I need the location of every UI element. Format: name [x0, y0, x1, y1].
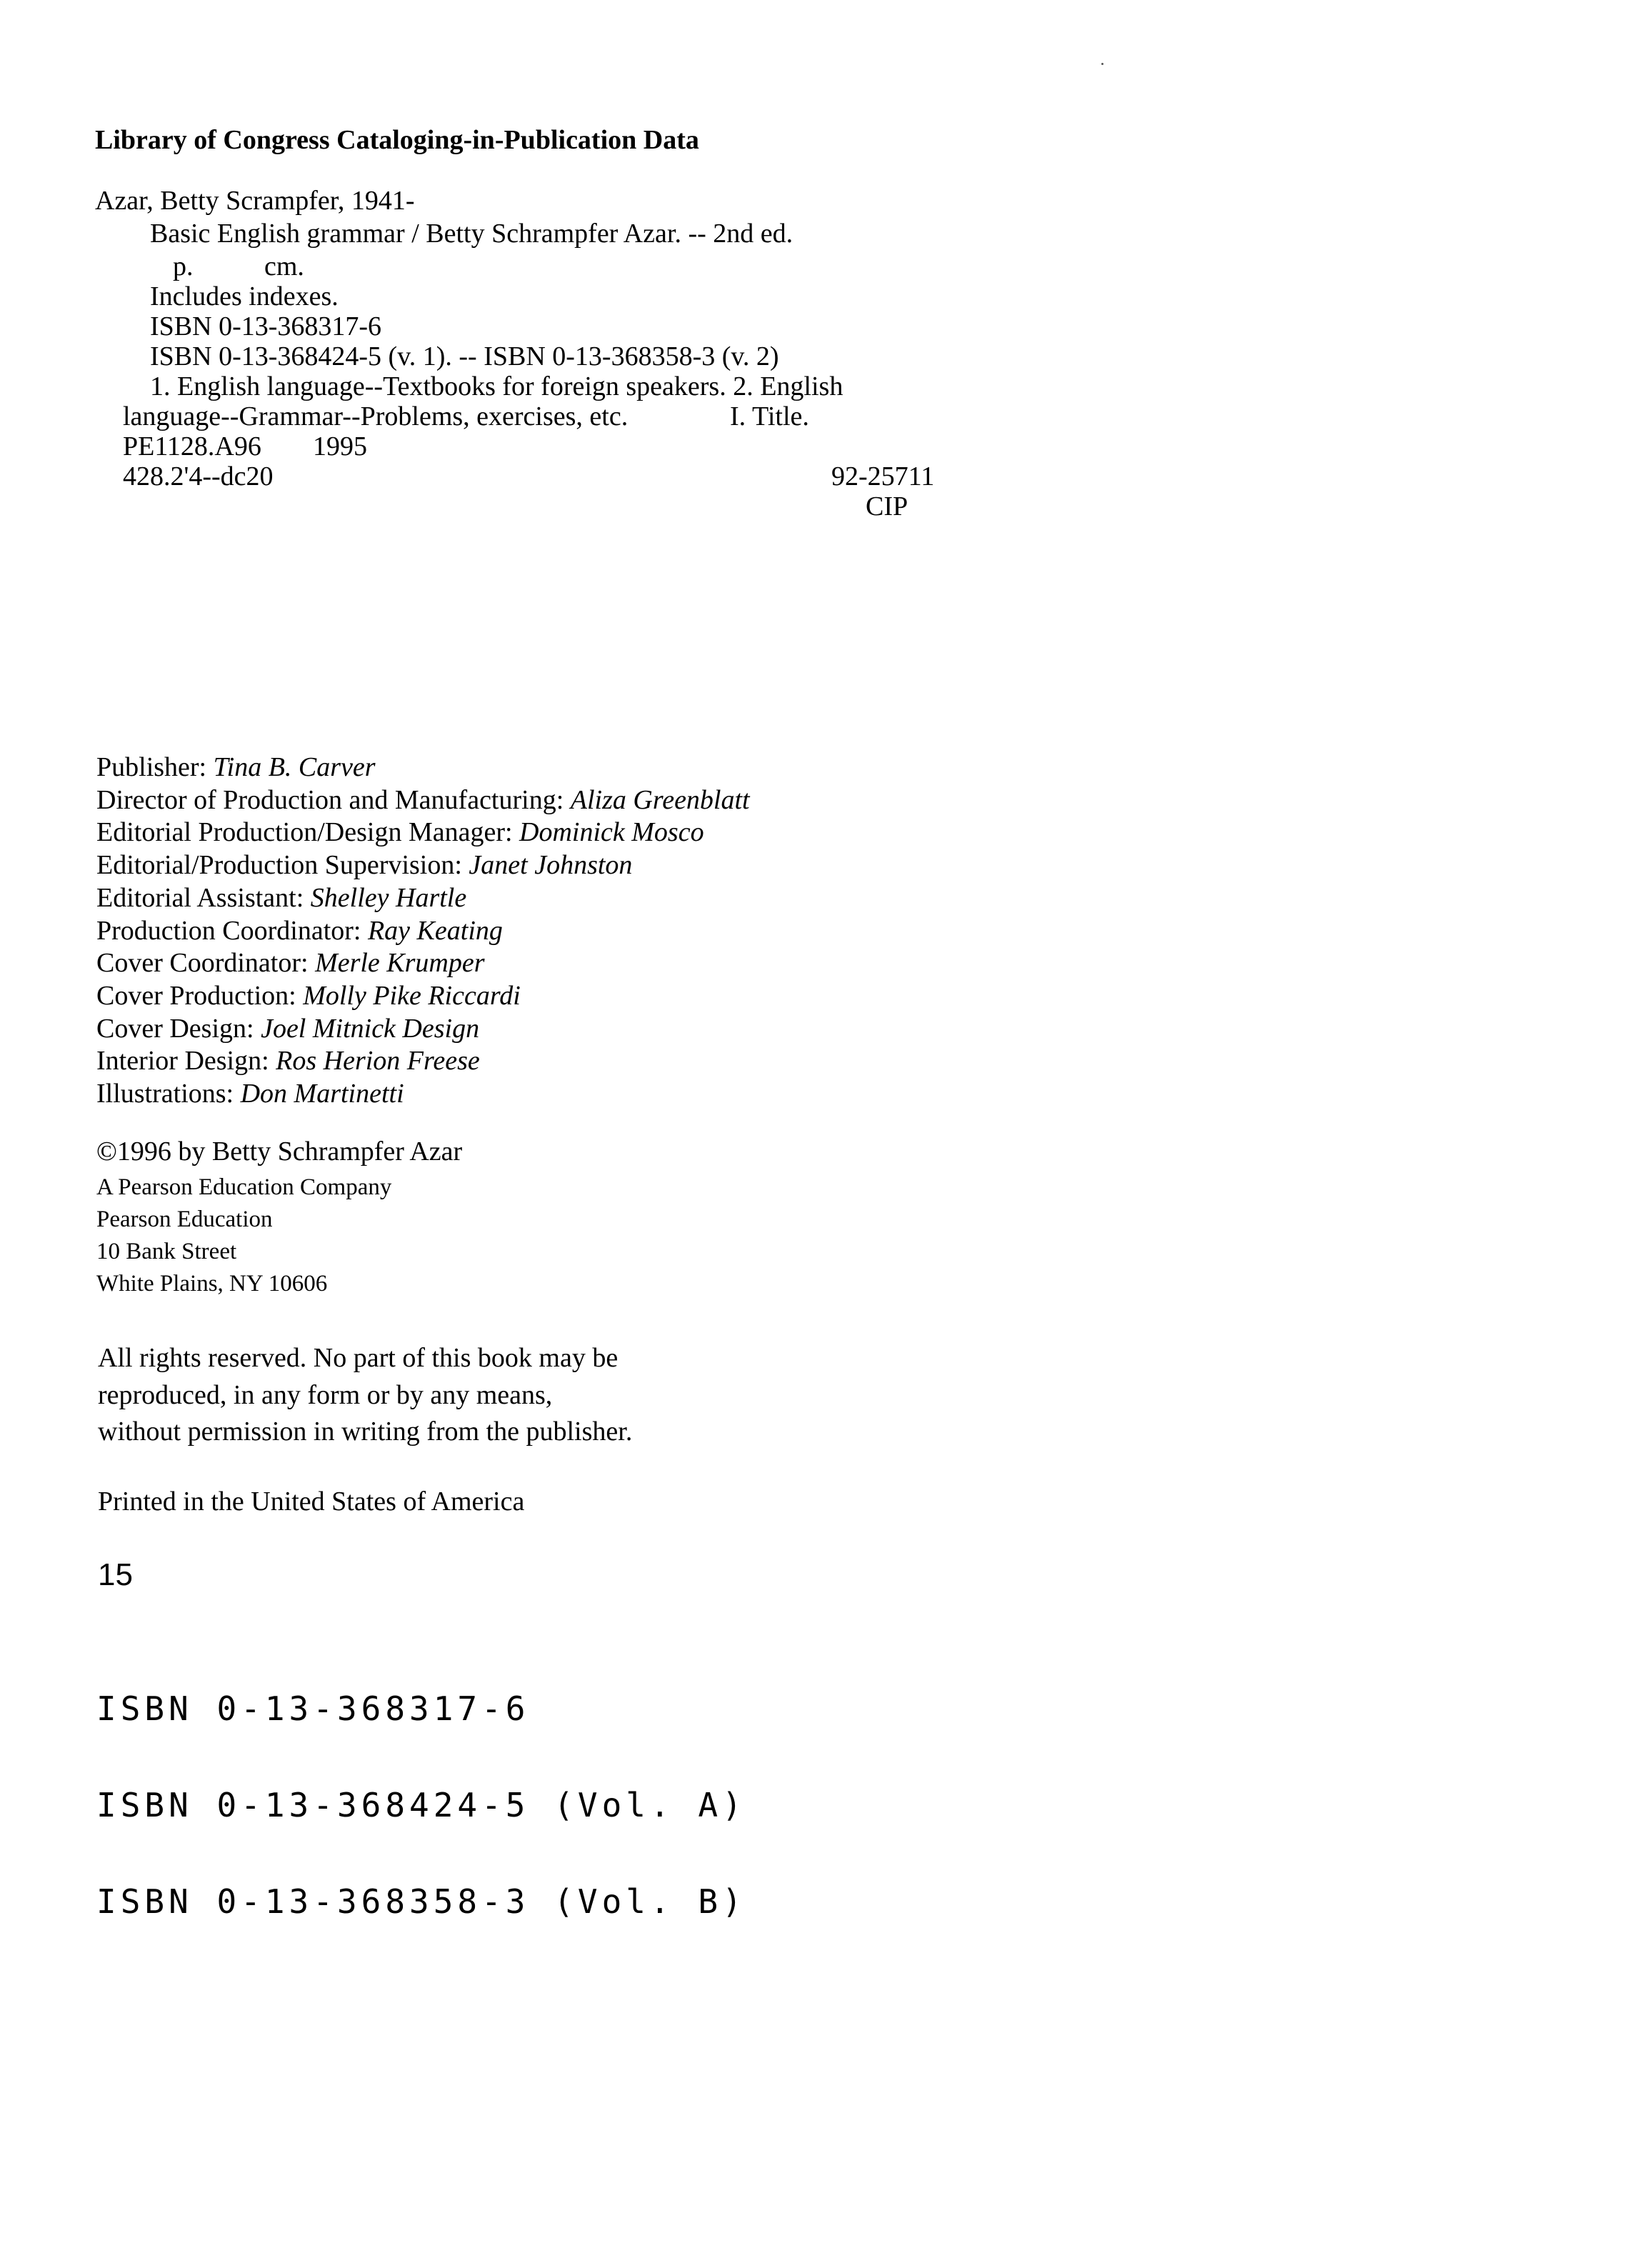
printed-in: Printed in the United States of America — [98, 1487, 525, 1517]
credit-role: Cover Coordinator: — [96, 948, 316, 979]
credit-row — [96, 751, 750, 784]
isbn-footer-line: ISBN 0-13-368424-5 (Vol. A) — [96, 1786, 746, 1824]
rights-line: without permission in writing from the publisher. — [98, 1417, 633, 1447]
credit-row — [96, 1045, 750, 1078]
cip-title-entry: I. Title. — [730, 401, 809, 431]
credit-role: Editorial Production/Design Manager: — [96, 817, 520, 848]
cip-author: Azar, Betty Scrampfer, 1941- — [95, 186, 415, 216]
isbn-footer — [96, 1629, 746, 1950]
isbn-footer-line: ISBN 0-13-368317-6 — [96, 1689, 530, 1728]
rights-line: All rights reserved. No part of this book may be — [98, 1343, 619, 1373]
credit-role: Director of Production and Manufacturing: — [96, 784, 571, 815]
credit-name: Shelley Hartle — [310, 882, 467, 913]
copyright-line: ©1996 by Betty Schrampfer Azar — [96, 1137, 463, 1167]
credit-row — [96, 1078, 750, 1111]
credit-name: Tina B. Carver — [213, 752, 376, 782]
credit-row — [96, 882, 750, 915]
staff-credits — [96, 751, 750, 1111]
cip-subjects-2: language--Grammar--Problems, exercises, etc. — [123, 401, 629, 431]
credit-role: Editorial/Production Supervision: — [96, 850, 469, 881]
publisher-address — [96, 1172, 391, 1300]
credit-row — [96, 980, 750, 1013]
cip-lccn: 92-25711 — [831, 461, 935, 491]
cip-isbn-main: ISBN 0-13-368317-6 — [150, 311, 382, 341]
credit-row — [96, 1013, 750, 1046]
cip-subjects-1: 1. English language--Textbooks for foreign speakers. 2. English — [150, 371, 843, 401]
address-line: A Pearson Education Company — [96, 1174, 392, 1200]
credit-row — [96, 915, 750, 948]
rights-line: reproduced, in any form or by any means, — [98, 1379, 553, 1410]
cip-pages: p. — [173, 251, 194, 281]
cip-lc-class: PE1128.A96 — [123, 431, 261, 461]
cip-includes: Includes indexes. — [150, 281, 339, 311]
cip-isbn-volumes: ISBN 0-13-368424-5 (v. 1). -- ISBN 0-13-368358-3 (v. 2) — [150, 341, 779, 371]
credit-name: Joel Mitnick Design — [261, 1013, 480, 1044]
cip-heading: Library of Congress Cataloging-in-Publication Data — [95, 125, 699, 155]
print-number: 15 — [98, 1557, 133, 1592]
scan-speck — [1101, 63, 1103, 65]
credit-row — [96, 947, 750, 980]
address-line: White Plains, NY 10606 — [96, 1271, 328, 1297]
credit-role: Editorial Assistant: — [96, 882, 311, 913]
address-line: 10 Bank Street — [96, 1239, 237, 1264]
credit-role: Illustrations: — [96, 1079, 241, 1109]
credit-role: Cover Design: — [96, 1013, 261, 1044]
cip-lc-year: 1995 — [313, 431, 367, 461]
credit-row — [96, 816, 750, 849]
credit-name: Merle Krumper — [315, 948, 485, 979]
credit-name: Aliza Greenblatt — [570, 784, 750, 815]
credit-name: Ros Herion Freese — [276, 1046, 480, 1076]
address-line: Pearson Education — [96, 1207, 273, 1232]
credit-row — [96, 849, 750, 882]
cip-size: cm. — [264, 251, 304, 281]
credit-role: Cover Production: — [96, 980, 304, 1011]
credit-role: Production Coordinator: — [96, 915, 368, 946]
isbn-footer-line: ISBN 0-13-368358-3 (Vol. B) — [96, 1882, 746, 1921]
credit-role: Interior Design: — [96, 1046, 276, 1076]
rights-notice — [98, 1340, 632, 1451]
credit-name: Don Martinetti — [240, 1079, 404, 1109]
credit-name: Molly Pike Riccardi — [303, 980, 521, 1011]
credit-row — [96, 784, 750, 817]
cip-mark: CIP — [866, 491, 908, 521]
cip-title-line: Basic English grammar / Betty Schrampfer Azar. -- 2nd ed. — [150, 219, 794, 249]
credit-role: Publisher: — [96, 752, 214, 782]
credit-name: Dominick Mosco — [519, 817, 704, 848]
cip-dewey: 428.2'4--dc20 — [123, 461, 274, 491]
credit-name: Janet Johnston — [469, 850, 633, 881]
credit-name: Ray Keating — [367, 915, 503, 946]
